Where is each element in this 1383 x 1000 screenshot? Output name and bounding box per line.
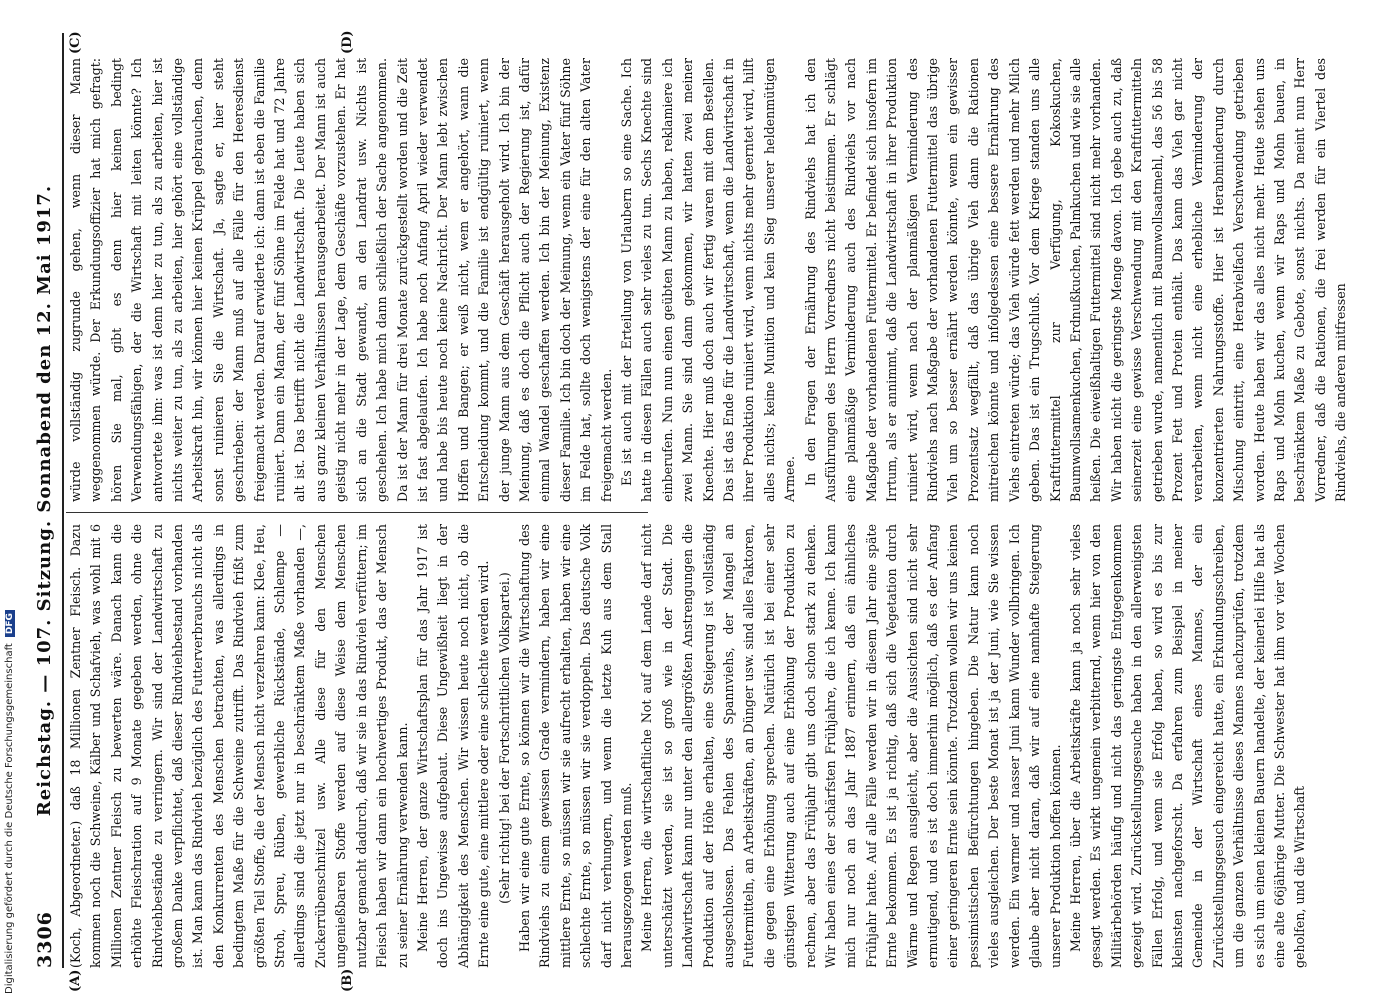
margin-marker-a: (A) — [68, 969, 83, 992]
left-text-column — [66, 524, 1308, 968]
right-text-column — [66, 58, 1349, 502]
paragraph: In den Fragen der Ernährung des Rindviehs hat ich den Ausführungen des Herrn Vorredners nicht beistimmen. Er schlägt eine planmäßige Verminderung auch des Rindviehs vor nach Maßgabe der vorhandenen Futtermittel. Er befindet sich insofern im Irrtum, als er annimmt, daß die Landwirtschaft in ihrer Produktion ruiniert wird, wenn nach der planmäßigen Verminderung des Rindviehs nach Maßgabe der vorhandenen Futtermittel das übrige Vieh um so besser ernährt werden könnte, wenn ein gewisser Prozentsatz wegfällt, daß das übrige Vieh dann die Rationen mitreichen könnte und infolgedessen eine bessere Ernährung des Viehs eintreten würde; das Vieh würde fett werden und mehr Milch geben. Das ist ein Trugschluß. Vor dem Kriege standen uns alle Kraftfuttermittel zur Verfügung, Kokoskuchen, Baumwollsamenkuchen, Erdnußkuchen, Palmkuchen und wie sie alle heißen. Die eiweißhaltigen Futtermittel sind nicht mehr vorhanden. Wir haben nicht die geringste Menge davon. Ich gebe auch zu, daß seinerzeit eine gewisse Verschwendung mit den Kraftfuttermitteln getrieben wurde, namentlich mit Baumwollsaatmehl, das 56 bis 58 Prozent Fett und Protein enthält. Das kann das Vieh gar nicht verarbeiten, wenn nicht eine erhebliche Verminderung der konzentrierten Nahrungsstoffe. Hier ist Herabminderung durch Mischung eintritt, eine Herabvielfach Verschwendung getrieben worden. Heute haben wir das alles nicht mehr. Heute stehen uns Raps und Mohn kuchen, wenn wir Raps und Mohn bauen, in beschränktem Maße zu Gebote, sonst nichts. Da meint nun Herr Vorredner, daß die Rationen, die frei werden für ein Viertel des Rindviehs, die anderen mitfressen — [802, 58, 1349, 502]
margin-marker-c: (C) — [68, 31, 83, 54]
margin-marker-d: (D) — [340, 30, 355, 54]
column-divider — [66, 512, 648, 513]
paragraph: (Sehr richtig! bei der Fortschrittlichen Volkspartei.) — [496, 572, 512, 904]
header-rule — [62, 33, 64, 968]
page-number: 3306 — [34, 911, 56, 968]
paragraph: würde vollständig zugrunde gehen, wenn dieser Mann weggenommen würde. Der Erkundungsoffizier hat mich gefragt: hören Sie mal, gibt es denn hier keinen bedingt Verwendungsfähigen, der die Wirtschaft mit leiten könnte? Ich antwortete ihm: was ist denn hier zu tun, als zu arbeiten, hier ist nichts weiter zu tun, als zu arbeiten, hier gehört eine vollständige Arbeitskraft hin, wir können hier keinen Krüppel gebrauchen, denn sonst ruinieren Sie die Wirtschaft. Ja, sagte er, hier steht geschrieben: der Mann muß auf alle Fälle für den Heeresdienst freigemacht werden. Darauf erwiderte ich: dann ist eben die Familie ruiniert. Dann ein Mann, der fünf Söhne im Felde hat und 72 Jahre alt ist. Das betrifft nicht die Landwirtschaft. Die Leute haben sich aus ganz kleinen Verhältnissen herausgearbeitet. Der Mann ist auch geistig nicht mehr in der Lage, dem Geschäfte vorzustehen. Er hat sich an die Stadt gewandt, an den Landrat usw. Nichts ist geschehen. Ich habe mich dann schließlich der Sache angenommen. Da ist der Mann für drei Monate zurückgestellt worden und die Zeit ist fast abgelaufen. Ich habe noch Anfang April wieder verwendet und habe bis heute noch keine Nachricht. Der Mann lebt zwischen Hoffen und Bangen; er weiß nicht, wem er angehört, wann die Entscheidung kommt, und die Familie ist endgültig ruiniert, wenn der junge Mann aus dem Geschäft herausgeholt wird. Ich bin der Meinung, daß es doch die Pflicht auch der Regierung ist, dafür einmal Wandel geschaffen werden. Ich bin der Meinung, Existenz dieser Familie. Ich bin doch der Meinung, wenn ein Vater fünf Söhne im Felde hat, sollte doch wenigstens der eine für den alten Vater freigemacht werden. — [68, 58, 614, 502]
paragraph: Meine Herren, der ganze Wirtschaftsplan für das Jahr 1917 ist doch ins Ungewisse aufgebaut. Diese Ungewißheit liegt in der Abhängigkeit des Menschen. Wir wissen heute noch nicht, ob die Ernte eine gute, eine mittlere oder eine schlechte werden wird. — [414, 524, 492, 968]
paragraph: Meine Herren, über die Arbeitskräfte kann ja noch sehr vieles gesagt werden. Es wirkt ungemein verbitternd, wenn hier von den Militärbehörden häufig und nicht das geringste Entgegenkommen gezeigt wird. Zurückstellungsgesuche haben in den allerwenigsten Fällen Erfolg, und wenn sie Erfolg haben, so wird es bis zur kleinsten nachgeforscht. Da erfahren zum Beispiel in meiner Gemeinde in der Wirtschaft eines Mannes, der ein Zurückstellungsgesuch eingereicht hatte, ein Erkundungsschreiben, um die ganzen Verhältnisse dieses Mannes nachzuprüfen, trotzdem es sich um einen kleinen Bauern handelte, der keinerlei Hilfe hat als eine alte 66jährige Mutter. Die Schwester hat ihm vor vier Wochen geholfen, und die Wirtschaft — [1067, 524, 1308, 968]
digitization-credit — [4, 0, 15, 994]
paragraph: Es ist auch mit der Erteilung von Urlaubern so eine Sache. Ich hatte in diesen Fällen auch sehr vieles zu tun. Sechs Knechte sind einberufen. Nun nun einen geübten Mann zu haben, reklamiere ich zwei Mann. Sie sind dann gekommen, wir hatten zwei meiner Knechte. Hier muß doch auch wir fertig waren mit dem Bestellen. Das ist das Ende für die Landwirtschaft, wenn die Landwirtschaft in ihrer Produktion ruiniert wird, wenn nichts mehr geerntet wird, hilft alles nichts; keine Munition und kein Sieg unserer heldenmütigen Armee. — [618, 58, 798, 502]
credit-text: Digitalisierung gefördert durch die Deutsche Forschungsgemeinschaft — [4, 643, 15, 994]
margin-marker-b: (B) — [340, 968, 355, 992]
paragraph: (Koch, Abgeordneter.) daß 18 Millionen Zentner Fleisch. Dazu kommen noch die Schweine, Kälber und Schafvieh, was wohl mit 6 Millionen Zentner Fleisch zu bewerten wäre. Danach kann die erhöhte Fleischration auf 9 Monate gegeben werden, ohne die Rindviehbestände zu verringern. Wir sind der Landwirtschaft zu großem Danke verpflichtet, daß dieser Rindviehbestand vorhanden ist. Man kann das Rindvieh bezüglich des Futterverbrauchs nicht als den Konkurrenten des Menschen betrachten, was allerdings in bedingtem Maße für die Schweine zutrifft. Das Rindvieh frißt zum größten Teil Stoffe, die der Mensch nicht verzehren kann: Klee, Heu, Stroh, Spreu, Rüben, gewerbliche Rückstände, Schlempe — allerdings sind die jetzt nur in beschränktem Maße vorhanden —, Zuckerrübenschnitzel usw. Alle diese für den Menschen ungenießbaren Stoffe werden auf diese Weise dem Menschen nutzbar gemacht dadurch, daß wir sie in das Rindvieh verfüttern; im Fleisch haben wir dann ein hochwertiges Produkt, das der Mensch zu seiner Ernährung verwenden kann. — [68, 524, 410, 968]
dfg-logo: DFG — [5, 610, 15, 637]
page-title: Reichstag. — 107. Sitzung. Sonnabend den 12. Mai 1917. — [34, 184, 55, 817]
paragraph: Haben wir eine gute Ernte, so können wir die Wirtschaftung des Rindviehs zu einem gewissen Grade vermindern, haben wir eine mittlere Ernte, so müssen wir sie aufrecht erhalten, haben wir eine schlechte Ernte, so müssen wir sie verdoppeln. Das deutsche Volk darf nicht verhungern, und wenn die letzte Kuh aus dem Stall herausgezogen werden muß. — [516, 524, 634, 968]
page-header — [28, 33, 62, 968]
paragraph: Meine Herren, die wirtschaftliche Not auf dem Lande darf nicht unterschätzt werden, sie ist so groß wie in der Stadt. Die Landwirtschaft kann nur unter den allergrößten Anstrengungen die Produktion auf der Höhe erhalten, eine Steigerung ist vollständig ausgeschlossen. Das Fehlen des Spannviehs, der Mangel an Futtermitteln, an Arbeitskräften, an Dünger usw. sind alles Faktoren, die gegen eine Erhöhung sprechen. Natürlich ist bei einer sehr günstigen Witterung auch auf eine Erhöhung der Produktion zu rechnen, aber das Frühjahr gibt uns doch schon stark zu denken. Wir haben eines der schärfsten Frühjahre, die ich kenne. Ich kann mich nur noch an das Jahr 1887 erinnern, daß ein ähnliches Frühjahr hatte. Auf alle Fälle werden wir in diesem Jahr eine späte Ernte bekommen. Es ist ja richtig, daß sich die Vegetation durch Wärme und Regen ausgleicht, aber die Aussichten sind nicht sehr ermutigend, und es ist doch immerhin möglich, daß es der Anfang einer geringeren Ernte sein könnte. Trotzdem wollen wir uns keinen pessimistischen Befürchtungen hingeben. Die Natur kann noch vieles ausgleichen. Der beste Monat ist ja der Juni, wie Sie wissen werden. Ein warmer und nasser Juni kann Wunder vollbringen. Ich glaube aber nicht daran, daß wir auf eine namhafte Steigerung unserer Produktion hoffen können. — [639, 524, 1063, 968]
document-page — [28, 30, 1366, 992]
